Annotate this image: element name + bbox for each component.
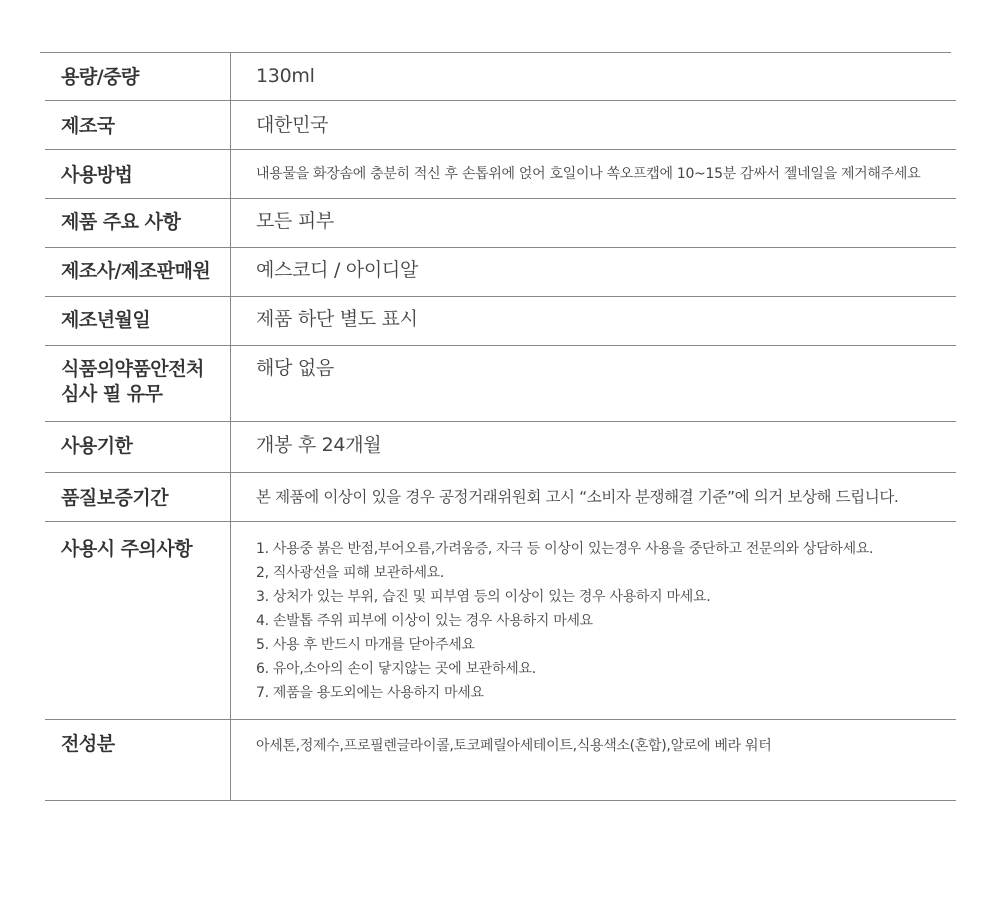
table-row-precautions: [45, 522, 956, 720]
row-value: 아세톤,정제수,프로필렌글라이콜,토코페릴아세테이트,식용색소(혼합),알로에 베라 워터: [256, 738, 772, 754]
row-label: 사용기한: [45, 422, 231, 472]
row-value: 본 제품에 이상이 있을 경우 공정거래위원회 고시 “소비자 분쟁해결 기준”에 의거 보상해 드립니다.: [256, 488, 899, 506]
row-label-line: 식품의약품안전처: [61, 358, 204, 380]
row-value: [231, 522, 956, 719]
table-row-volume: [45, 52, 956, 101]
table-row-ingredients: [45, 720, 956, 801]
row-label-line: 심사 필 유무: [61, 383, 163, 405]
table-row-manufacturer: [45, 248, 956, 297]
table-row-expiry: [45, 422, 956, 473]
row-value: 해당 없음: [256, 357, 334, 379]
row-label: 사용방법: [45, 150, 231, 198]
table-row-country: [45, 101, 956, 150]
row-label: 사용시 주의사항: [45, 522, 231, 719]
row-value: 개봉 후 24개월: [256, 434, 382, 456]
row-label: 품질보증기간: [45, 473, 231, 521]
row-value: 내용물을 화장솜에 충분히 적신 후 손톱위에 얹어 호일이나 쏙오프캡에 10~15분 감싸서 젤네일을 제거해주세요: [256, 166, 921, 182]
row-label: [45, 346, 231, 421]
list-item: 5. 사용 후 반드시 마개를 닫아주세요: [256, 637, 475, 653]
list-item: 6. 유아,소아의 손이 닿지않는 곳에 보관하세요.: [256, 661, 536, 677]
list-item: 2, 직사광선을 피해 보관하세요.: [256, 565, 445, 581]
row-value: 130ml: [256, 65, 315, 87]
row-value: 모든 피부: [256, 210, 334, 232]
list-item: 4. 손발톱 주위 피부에 이상이 있는 경우 사용하지 마세요: [256, 613, 593, 629]
table-row-mfds-review: [45, 346, 956, 422]
table-row-key-features: [45, 199, 956, 248]
row-label: 용량/중량: [45, 52, 231, 100]
table-row-usage: [45, 150, 956, 199]
list-item: 7. 제품을 용도외에는 사용하지 마세요: [256, 685, 484, 701]
list-item: 3. 상처가 있는 부위, 습진 및 피부염 등의 이상이 있는 경우 사용하지 마세요.: [256, 589, 711, 605]
row-label: 전성분: [45, 720, 231, 800]
row-value: 대한민국: [256, 114, 329, 136]
row-value: 제품 하단 별도 표시: [256, 308, 418, 330]
table-row-manufacture-date: [45, 297, 956, 346]
row-value: 예스코디 / 아이디알: [256, 259, 419, 281]
table-row-warranty: [45, 473, 956, 522]
list-item: 1. 사용중 붉은 반점,부어오름,가려움증, 자극 등 이상이 있는경우 사용을 중단하고 전문의와 상담하세요.: [256, 541, 874, 557]
row-label: 제조년월일: [45, 297, 231, 345]
row-label: 제품 주요 사항: [45, 199, 231, 247]
product-info-table: [45, 52, 956, 801]
row-label: 제조사/제조판매원: [45, 248, 231, 296]
precaution-list: [256, 537, 956, 701]
row-label: 제조국: [45, 101, 231, 149]
